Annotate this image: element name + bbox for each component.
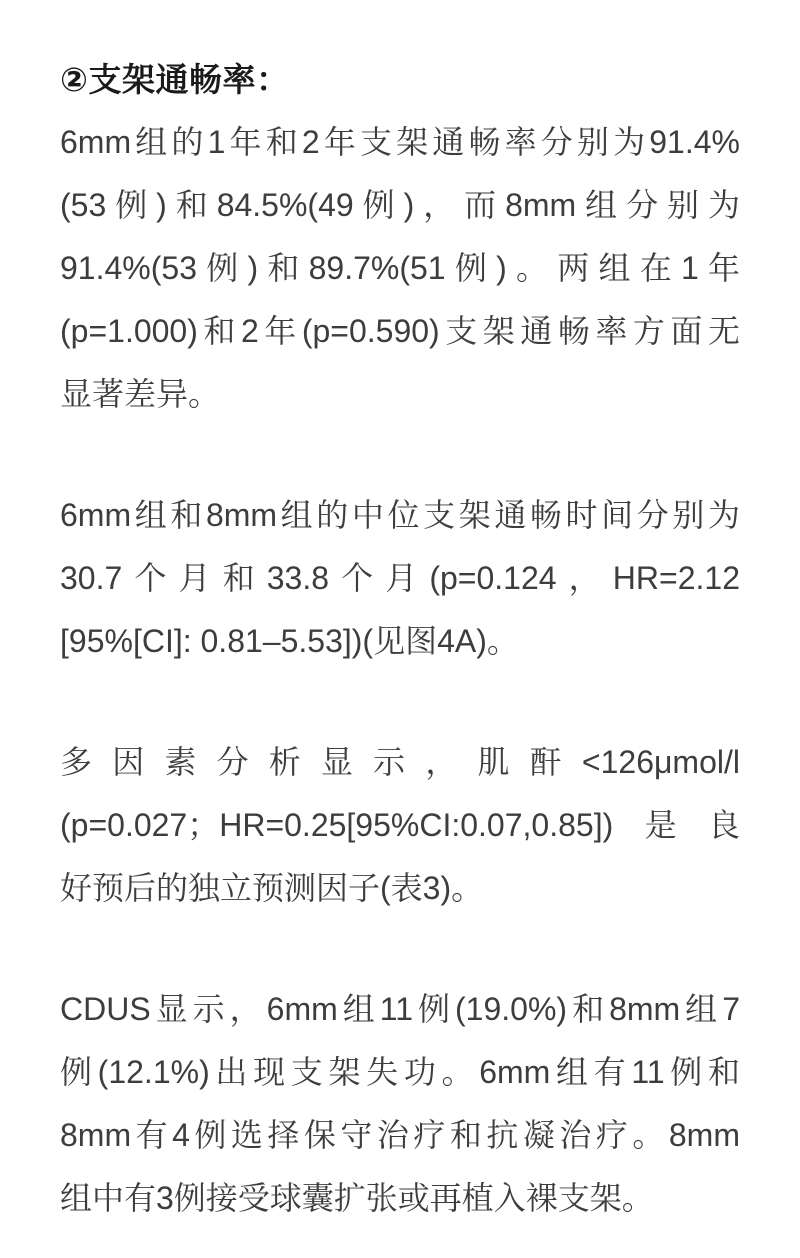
text-line: CDUS显示，6mm组11例(19.0%)和8mm组7: [60, 991, 740, 1027]
text-line: 例(12.1%)出现支架失功。6mm组有11例和: [60, 1054, 740, 1090]
text-line: (p=0.027；HR=0.25[95%CI:0.07,0.85])是良: [60, 807, 740, 843]
article-body: [60, 111, 740, 1230]
text-line: (53例)和84.5%(49例)，而8mm组分别为: [60, 187, 740, 223]
text-line: 91.4%(53例)和89.7%(51例)。两组在1年: [60, 250, 740, 286]
text-line: 好预后的独立预测因子(表3)。: [60, 870, 484, 906]
text-line: 8mm有4例选择保守治疗和抗凝治疗。8mm: [60, 1117, 740, 1153]
text-line: 显著差异。: [60, 376, 221, 412]
paragraph: [60, 484, 740, 673]
text-line: [95%[CI]: 0.81–5.53])(见图4A)。: [60, 623, 519, 659]
text-line: 6mm组的1年和2年支架通畅率分别为91.4%: [60, 124, 740, 160]
text-line: 多因素分析显示，肌酐<126μmol/l: [60, 744, 740, 780]
text-line: 6mm组和8mm组的中位支架通畅时间分别为: [60, 497, 740, 533]
paragraph: [60, 731, 740, 920]
paragraph: [60, 111, 740, 426]
text-line: 30.7个月和33.8个月(p=0.124，HR=2.12: [60, 560, 740, 596]
text-line: (p=1.000)和2年(p=0.590)支架通畅率方面无: [60, 313, 740, 349]
text-line: 组中有3例接受球囊扩张或再植入裸支架。: [60, 1180, 654, 1216]
paragraph: [60, 978, 740, 1230]
section-heading: ②支架通畅率：: [60, 61, 290, 98]
